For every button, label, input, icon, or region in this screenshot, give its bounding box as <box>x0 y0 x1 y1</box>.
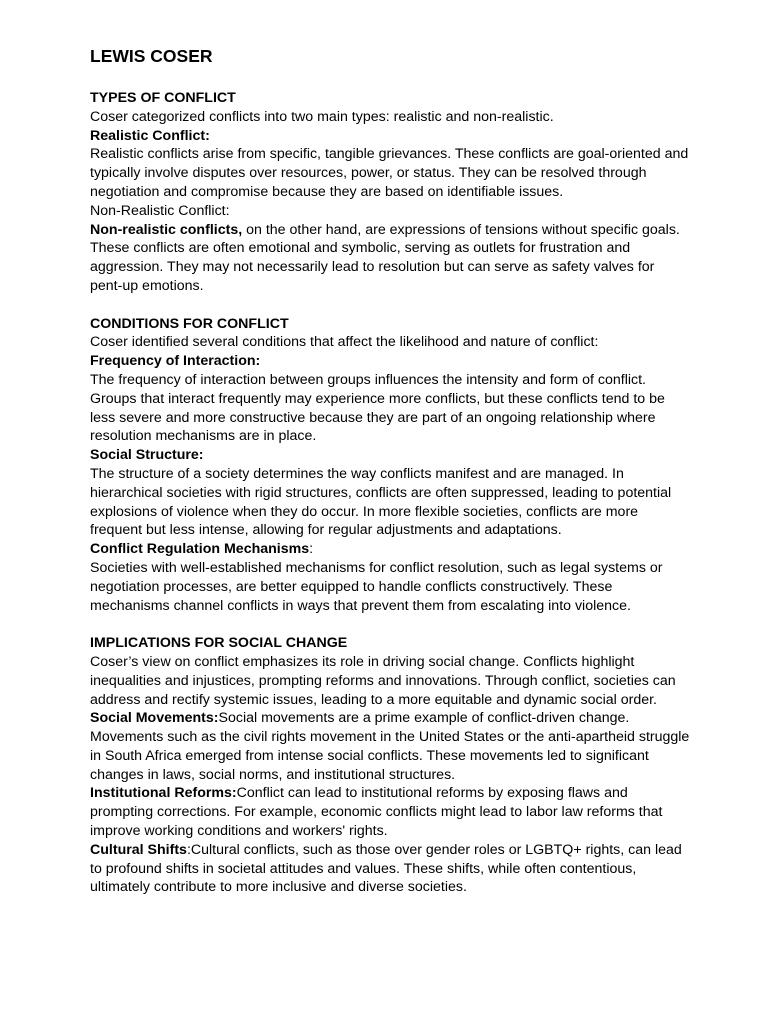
implications-intro: Coser’s view on conflict emphasizes its role in driving social change. Conflicts highlight inequalities and injustices, prompting reforms and innovations. Through conflict, societies can address and rectify systemic issues, leading to a more equitable and dynamic social order. <box>90 653 676 708</box>
regulation-label: Conflict Regulation Mechanisms <box>90 541 310 558</box>
section-heading-conditions: CONDITIONS FOR CONFLICT <box>90 315 289 332</box>
structure-label: Social Structure: <box>90 447 204 464</box>
nonrealistic-bold: Non-realistic conflicts, <box>90 221 243 238</box>
structure-text: The structure of a society determines the way conflicts manifest and are managed. In hierarchical societies with rigid structures, conflicts are often suppressed, leading to potential explosions of violence when they do occur. In more flexible societies, conflicts are more frequent but less intense, allowing for regular adjustments and adaptations. <box>90 465 672 539</box>
section-spacer <box>90 615 690 634</box>
frequency-label: Frequency of Interaction: <box>90 353 261 370</box>
reforms-text: Conflict can lead to institutional reforms by exposing flaws and prompting corrections. For example, economic conflicts might lead to labor law reforms that improve working conditions and workers' rights. <box>90 785 663 840</box>
cultural-paragraph <box>90 841 690 897</box>
types-intro: Coser categorized conflicts into two main types: realistic and non-realistic. <box>90 108 554 125</box>
frequency-text: The frequency of interaction between groups influences the intensity and form of conflict. Groups that interact frequently may experience more conflicts, but these conflicts tend to be less severe and more constructive because they are part of an ongoing relationship where resolution mechanisms are in place. <box>90 371 665 445</box>
reforms-paragraph <box>90 784 690 840</box>
nonrealistic-label: Non-Realistic Conflict: <box>90 202 230 219</box>
section-heading-types: TYPES OF CONFLICT <box>90 90 236 106</box>
conditions-intro: Coser identified several conditions that affect the likelihood and nature of conflict: <box>90 334 599 351</box>
movements-label: Social Movements: <box>90 710 219 727</box>
regulation-label-line <box>90 540 690 559</box>
document-title: LEWIS COSER <box>90 46 213 66</box>
document-page <box>90 44 690 897</box>
reforms-label: Institutional Reforms: <box>90 785 237 802</box>
section-heading-implications: IMPLICATIONS FOR SOCIAL CHANGE <box>90 635 348 652</box>
realistic-text: Realistic conflicts arise from specific, tangible grievances. These conflicts are goal-oriented and typically involve disputes over resources, power, or status. They can be resolved through negotiation and compromise because they are based on identifiable issues. <box>90 146 689 200</box>
nonrealistic-paragraph <box>90 221 690 296</box>
realistic-label: Realistic Conflict: <box>90 127 210 144</box>
nonrealistic-text: on the other hand, are expressions of tensions without specific goals. These conflicts are often emotional and symbolic, serving as outlets for frustration and aggression. They may not necessarily lead to resolution but can serve as safety valves for pent-up emotions. <box>90 221 680 294</box>
section-spacer <box>90 296 690 315</box>
cultural-text: :Cultural conflicts, such as those over gender roles or LGBTQ+ rights, can lead to profound shifts in societal attitudes and values. These shifts, while often contentious, ultimately contribute to more inclusive and diverse societies. <box>90 841 682 896</box>
movements-text: Social movements are a prime example of conflict-driven change. Movements such as the civil rights movement in the United States or the anti-apartheid struggle in South Africa emerged from intense social conflicts. These movements led to significant changes in laws, social norms, and institutional structures. <box>90 710 690 783</box>
movements-paragraph <box>90 709 690 784</box>
regulation-text: Societies with well-established mechanisms for conflict resolution, such as legal systems or negotiation processes, are better equipped to handle conflicts constructively. These mechanisms channel conflicts in ways that prevent them from escalating into violence. <box>90 559 663 614</box>
cultural-label: Cultural Shifts <box>90 841 187 858</box>
regulation-colon: : <box>309 541 314 558</box>
